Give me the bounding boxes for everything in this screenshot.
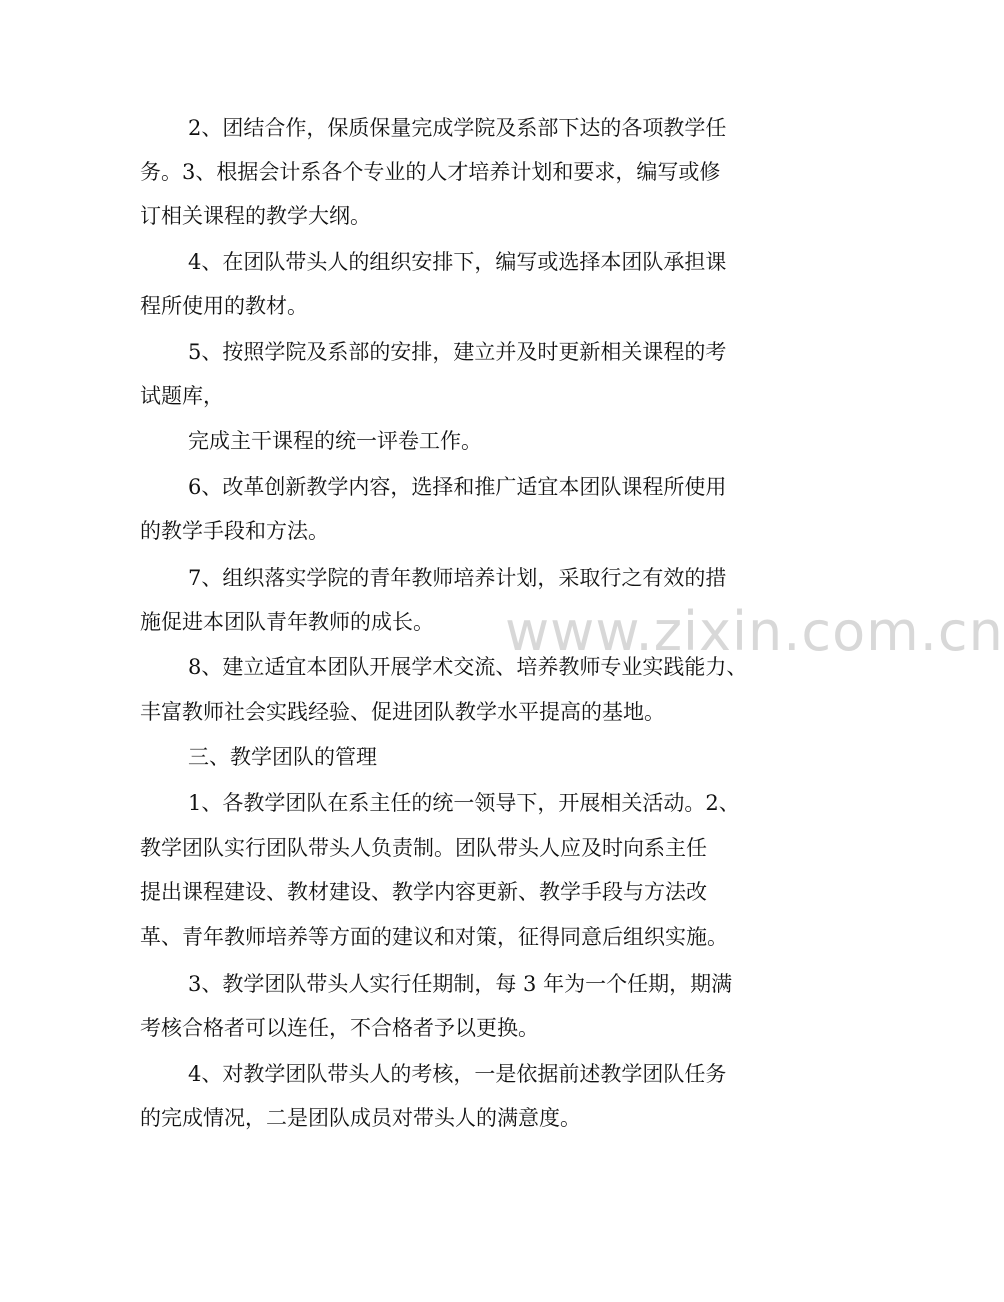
text-line (0, 1096, 920, 1140)
text-line-content: 完成主干课程的统一评卷工作。 (188, 429, 482, 453)
text-line (0, 509, 920, 553)
text-line-content: 4、在团队带头人的组织安排下，编写或选择本团队承担课 (188, 250, 727, 274)
text-line (0, 284, 920, 328)
text-line (0, 826, 920, 870)
text-line (0, 915, 920, 959)
text-line-content: 程所使用的教材。 (140, 294, 308, 318)
text-line (0, 870, 920, 914)
text-line-content: 4、对教学团队带头人的考核，一是依据前述教学团队任务 (188, 1062, 727, 1086)
text-line-content: 5、按照学院及系部的安排，建立并及时更新相关课程的考 (188, 340, 727, 364)
text-line (0, 240, 920, 284)
text-line-content: 3、教学团队带头人实行任期制，每 3 年为一个任期，期满 (188, 972, 733, 996)
text-line (0, 374, 920, 418)
watermark-text: www.zixin.com.cn (505, 600, 1004, 663)
text-line (0, 1006, 920, 1050)
text-line (0, 194, 920, 238)
text-line-content: 革、青年教师培养等方面的建议和对策，征得同意后组织实施。 (140, 925, 728, 949)
text-line-content: 考核合格者可以连任，不合格者予以更换。 (140, 1016, 539, 1040)
text-line-content: 试题库， (140, 384, 224, 408)
text-line-content: 施促进本团队青年教师的成长。 (140, 610, 434, 634)
text-line-content: 务。3、根据会计系各个专业的人才培养计划和要求，编写或修 (140, 160, 721, 184)
text-line (0, 465, 920, 509)
text-line-content: 教学团队实行团队带头人负责制。团队带头人应及时向系主任 (140, 836, 707, 860)
section-heading-text: 三、教学团队的管理 (188, 745, 377, 769)
text-line-content: 订相关课程的教学大纲。 (140, 204, 371, 228)
section-heading (0, 735, 920, 779)
text-line (0, 600, 920, 644)
text-line (0, 781, 920, 825)
text-line-content: 的完成情况，二是团队成员对带头人的满意度。 (140, 1106, 581, 1130)
text-line (0, 556, 920, 600)
text-line-content: 2、团结合作，保质保量完成学院及系部下达的各项教学任 (188, 116, 727, 140)
text-line-content: 丰富教师社会实践经验、促进团队教学水平提高的基地。 (140, 700, 665, 724)
text-line-content: 7、组织落实学院的青年教师培养计划，采取行之有效的措 (188, 566, 727, 590)
text-line (0, 150, 920, 194)
text-line-content: 6、改革创新教学内容，选择和推广适宜本团队课程所使用 (188, 475, 727, 499)
text-line (0, 962, 920, 1006)
text-line (0, 106, 920, 150)
text-line (0, 690, 920, 734)
text-line (0, 330, 920, 374)
text-line (0, 419, 920, 463)
text-line-content: 8、建立适宜本团队开展学术交流、培养教师专业实践能力、 (188, 655, 748, 679)
text-line (0, 1052, 920, 1096)
text-line-content: 1、各教学团队在系主任的统一领导下，开展相关活动。2、 (188, 791, 740, 815)
text-line-content: 的教学手段和方法。 (140, 519, 329, 543)
text-line (0, 645, 920, 689)
text-line-content: 提出课程建设、教材建设、教学内容更新、教学手段与方法改 (140, 880, 707, 904)
